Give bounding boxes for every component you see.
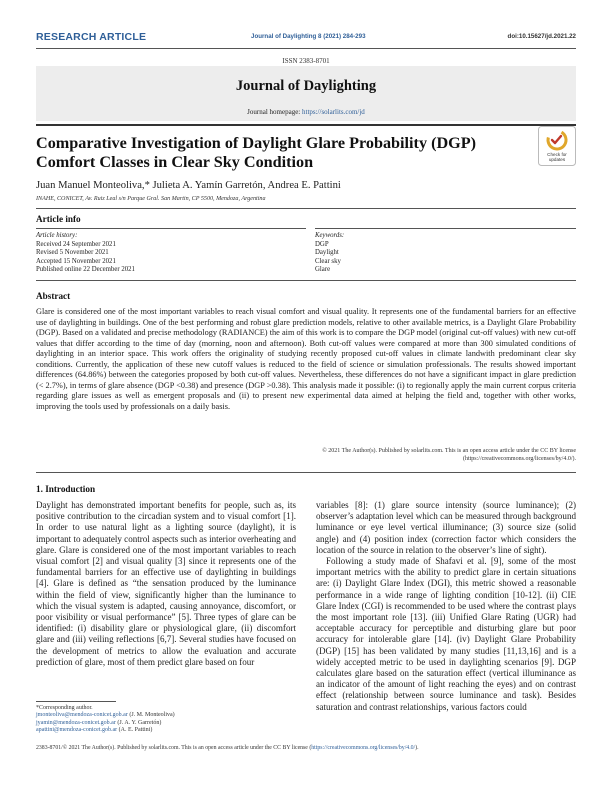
license-line-1: © 2021 The Author(s). Published by solarlits.com. This is an open access article under the CC BY license	[322, 448, 576, 454]
journal-homepage	[0, 108, 612, 116]
homepage-link[interactable]: https://solarlits.com/jd	[302, 108, 365, 116]
article-info-rule-right	[315, 228, 576, 229]
keyword-item: Glare	[315, 266, 331, 274]
footnote-rule	[36, 701, 116, 702]
footer-text: 2383-8701/© 2021 The Author(s). Published by solarlits.com. This is an open access article under the CC BY license (	[36, 745, 312, 751]
header-rule	[36, 48, 576, 49]
abstract-text: Glare is considered one of the most important variables to reach visual comfort and visual quality. It represents one of the fundamental barriers for an effective use of daylighting in buildings. One of the best performing and robust glare prediction models, relative to other available metrics, is a Daylight Glare Probability (DGP). Based on a validated and precise methodology (RADIANCE) the aim of this work is to compare the DGP model (original cut-off values) with new cut-off values that differ according to the time of day (morning, noon and afternoon). Both cut-off values were compared at more than 300 simulated conditions of daylighting in an interior space. This work offers the originality of studying recently proposed cut-off values in climate landwith predominant clear sky conditions. Currently, the application of these new cutoff values is reduced to the field of science or simulation professionals. The results showed important differences (64.86%) between the categories proposed by both cut-off values. Nevertheless, these differences do not have a significant impact in glare prediction (< 2.7%), in terms of glare absence (DGP <0.38) and presence (DGP >0.38). This analysis made it possible: (i) to regionally apply the main current corpus criteria regarding glare issues as well as emergent proposals and (ii) to present new experimental data aimed at helping the field and, together with other works, improving the tools used by professionals on a daily basis.	[36, 307, 576, 411]
email-line	[36, 727, 296, 734]
email-line	[36, 712, 296, 719]
history-received: Received 24 September 2021	[36, 240, 116, 248]
intro-paragraph-1: Daylight has demonstrated important benefits for people, such as, its positive contribution to the circadian system and to visual comfort [1]. In order to use natural light as a lighting source (daylight), it is important to adequately control aspects such as interior overheating and glare. Glare is considered one of the most important variables to reach visual comfort [2] and visual quality [3] since it represents one of the fundamental barriers for an effective use of daylighting in buildings [4]. Glare is defined as “the sensation produced by the luminance within the field of view, significantly higher than the luminance to which the visual system is adapted, causing annoyance, discomfort, or poor visibility or visual performance” [5]. Three types of glare can be identified: (i) disability glare or physiological glare, (ii) discomfort glare and (iii) veiling reflections [6,7]. Several studies have focused on the development of metrics to allow the evaluation and accurate prediction of glare, most of them predict glare based on four	[36, 500, 297, 667]
email-link[interactable]: jyamin@mendoza-conicet.gob.ar	[36, 719, 116, 726]
history-published: Published online 22 December 2021	[36, 266, 135, 274]
issn: ISSN 2383-8701	[282, 57, 330, 65]
keyword-item: DGP	[315, 240, 329, 248]
running-header	[36, 31, 576, 45]
email-link[interactable]: jmonteoliva@mendoza-conicet.gob.ar	[36, 712, 128, 719]
license-line-2[interactable]: (https://creativecommons.org/licenses/by/4.0/).	[462, 455, 576, 462]
keywords-block	[315, 232, 515, 275]
email-owner: (A. E. Pattini)	[118, 727, 153, 734]
homepage-prefix: Journal homepage:	[247, 108, 302, 116]
doi-label[interactable]: doi:10.15627/jd.2021.22	[507, 33, 576, 40]
corresponding-author-note: *Corresponding author.	[36, 705, 93, 711]
keyword-item: Clear sky	[315, 257, 341, 265]
body-column-left	[36, 500, 296, 668]
check-for-updates-badge[interactable]	[538, 126, 576, 166]
title-line-1: Comparative Investigation of Daylight Glare Probability (DGP)	[36, 134, 477, 152]
badge-line-1: Check for	[547, 152, 567, 157]
keywords-label: Keywords:	[315, 232, 345, 239]
journal-citation[interactable]: Journal of Daylighting 8 (2021) 284-293	[251, 33, 366, 40]
article-info-rule-left	[36, 228, 306, 229]
badge-line-2: updates	[548, 157, 566, 162]
author-list: Juan Manuel Monteoliva,* Julieta A. Yamín Garretón, Andrea E. Pattini	[36, 180, 341, 191]
intro-paragraph-3: Following a study made of Shafavi et al. [9], some of the most important metrics with the ability to predict glare in certain situations are: (i) Daylight Glare Index (DGI), this metric showed a reasonable performance in a wide range of lighting condition [10-12]. (ii) CIE Glare Index (CGI) is recommended to be used where the contrast plays the most important role [13]. (iii) Unified Glare Rating (UGR) had acceptable accuracy for perceptible and disturbing glare but poor accuracy for intolerable glare [14]. (iv) Daylight Glare Probability (DGP) [15] has been validated by many studies [11,13,16] and is a widely accepted metric to be used in daylighting scenarios [9]. DGP calculates glare based on the saturation effect (vertical illuminance as an indicator of the amount of light reaching the eyes) and on contrast effect (relationship between source luminance and task). Besides saturation and contrast relationships, various factors could	[316, 556, 576, 712]
footer-end: ).	[415, 745, 419, 751]
article-type-label: RESEARCH ARTICLE	[36, 31, 147, 43]
abstract-heading: Abstract	[36, 291, 71, 301]
footer-license-link[interactable]: https://creativecommons.org/licenses/by/4.0/	[311, 745, 416, 751]
journal-title: Journal of Daylighting	[235, 78, 377, 94]
article-title	[36, 134, 516, 172]
affiliation-rule	[36, 208, 576, 209]
email-owner: (J. M. Monteoliva)	[129, 712, 175, 719]
introduction-heading: 1. Introduction	[36, 484, 96, 494]
article-info-heading: Article info	[36, 214, 81, 224]
page-footer	[36, 745, 576, 751]
title-line-2: Comfort Classes in Clear Sky Condition	[36, 153, 314, 171]
history-accepted: Accepted 15 November 2021	[36, 257, 116, 265]
affiliation: INAHE, CONICET, Av. Ruiz Leal s/n Parque Gral. San Martin, CP 5500, Mendoza, Argentina	[36, 196, 266, 202]
article-history	[36, 232, 296, 275]
intro-paragraph-2: variables [8]: (1) glare source intensity (source luminance); (2) observer’s adaptation level which can be measured through background luminance or eye level vertical illuminance; (3) source size (solid angle) and (4) position index (correction factor which considers the location of the source in relation to the observer’s line of sight).	[316, 500, 576, 555]
abstract-rule	[36, 472, 576, 473]
footnotes	[36, 705, 296, 735]
masthead-rule	[36, 124, 576, 126]
history-label: Article history:	[36, 232, 78, 239]
history-revised: Revised 5 November 2021	[36, 249, 109, 257]
abstract-license	[36, 448, 576, 463]
body-column-right	[316, 500, 576, 713]
keyword-item: Daylight	[315, 249, 339, 257]
email-link[interactable]: apattini@mendoza-conicet.gob.ar	[36, 727, 118, 734]
email-owner: (J. A. Y. Garretón)	[117, 719, 162, 726]
info-bottom-rule	[36, 280, 576, 281]
